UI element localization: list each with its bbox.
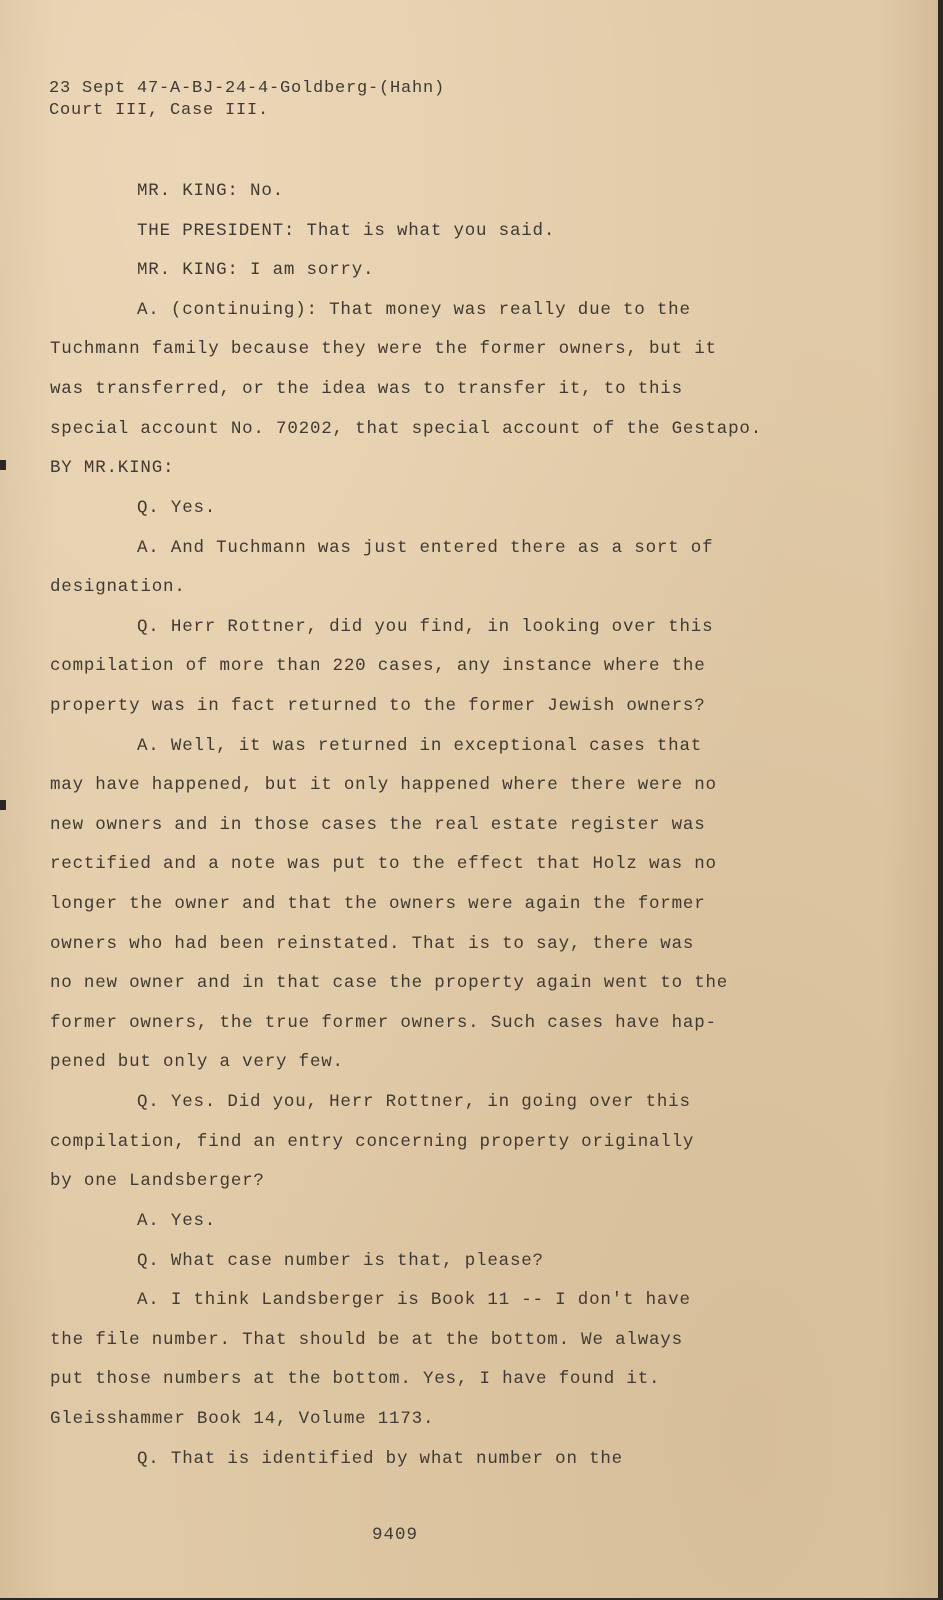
transcript-line: special account No. 70202, that special account of the Gestapo.	[50, 419, 763, 439]
transcript-line: was transferred, or the idea was to transfer it, to this	[50, 379, 683, 399]
transcript-line: BY MR.KING:	[50, 458, 175, 478]
transcript-line: former owners, the true former owners. Such cases have hap-	[50, 1013, 717, 1033]
transcript-line: Q. What case number is that, please?	[137, 1251, 544, 1271]
transcript-line: the file number. That should be at the bottom. We always	[50, 1330, 683, 1350]
transcript-line: Q. Yes.	[137, 498, 217, 518]
header-line-1: 23 Sept 47-A-BJ-24-4-Goldberg-(Hahn)	[49, 79, 446, 98]
transcript-line: put those numbers at the bottom. Yes, I have found it.	[50, 1369, 661, 1389]
transcript-line: MR. KING: I am sorry.	[137, 260, 375, 280]
transcript-line: Q. Yes. Did you, Herr Rottner, in going over this	[137, 1092, 691, 1112]
transcript-line: Gleisshammer Book 14, Volume 1173.	[50, 1409, 435, 1429]
transcript-line: THE PRESIDENT: That is what you said.	[137, 221, 556, 241]
transcript-line: compilation of more than 220 cases, any instance where the	[50, 656, 706, 676]
transcript-line: by one Landsberger?	[50, 1171, 265, 1191]
binding-hole-mark	[0, 460, 6, 470]
transcript-line: A. Well, it was returned in exceptional cases that	[137, 736, 703, 756]
transcript-line: A. Yes.	[137, 1211, 217, 1231]
transcript-line: designation.	[50, 577, 186, 597]
transcript-line: A. I think Landsberger is Book 11 -- I don't have	[137, 1290, 691, 1310]
transcript-line: A. (continuing): That money was really due to the	[137, 300, 691, 320]
transcript-line: compilation, find an entry concerning property originally	[50, 1132, 695, 1152]
transcript-line: A. And Tuchmann was just entered there as a sort of	[137, 538, 714, 558]
transcript-line: no new owner and in that case the property again went to the	[50, 973, 729, 993]
page-number: 9409	[371, 1525, 418, 1545]
binding-hole-mark	[0, 800, 6, 810]
transcript-line: longer the owner and that the owners were again the former	[50, 894, 706, 914]
header-line-2: Court III, Case III.	[49, 101, 270, 120]
transcript-line: property was in fact returned to the former Jewish owners?	[50, 696, 706, 716]
transcript-line: MR. KING: No.	[137, 181, 284, 201]
transcript-line: new owners and in those cases the real estate register was	[50, 815, 706, 835]
transcript-line: rectified and a note was put to the effect that Holz was no	[50, 854, 717, 874]
transcript-line: Q. That is identified by what number on the	[137, 1449, 623, 1469]
transcript-line: may have happened, but it only happened where there were no	[50, 775, 717, 795]
transcript-line: Tuchmann family because they were the former owners, but it	[50, 339, 717, 359]
transcript-line: owners who had been reinstated. That is to say, there was	[50, 934, 695, 954]
transcript-line: pened but only a very few.	[50, 1052, 344, 1072]
transcript-line: Q. Herr Rottner, did you find, in looking over this	[137, 617, 714, 637]
